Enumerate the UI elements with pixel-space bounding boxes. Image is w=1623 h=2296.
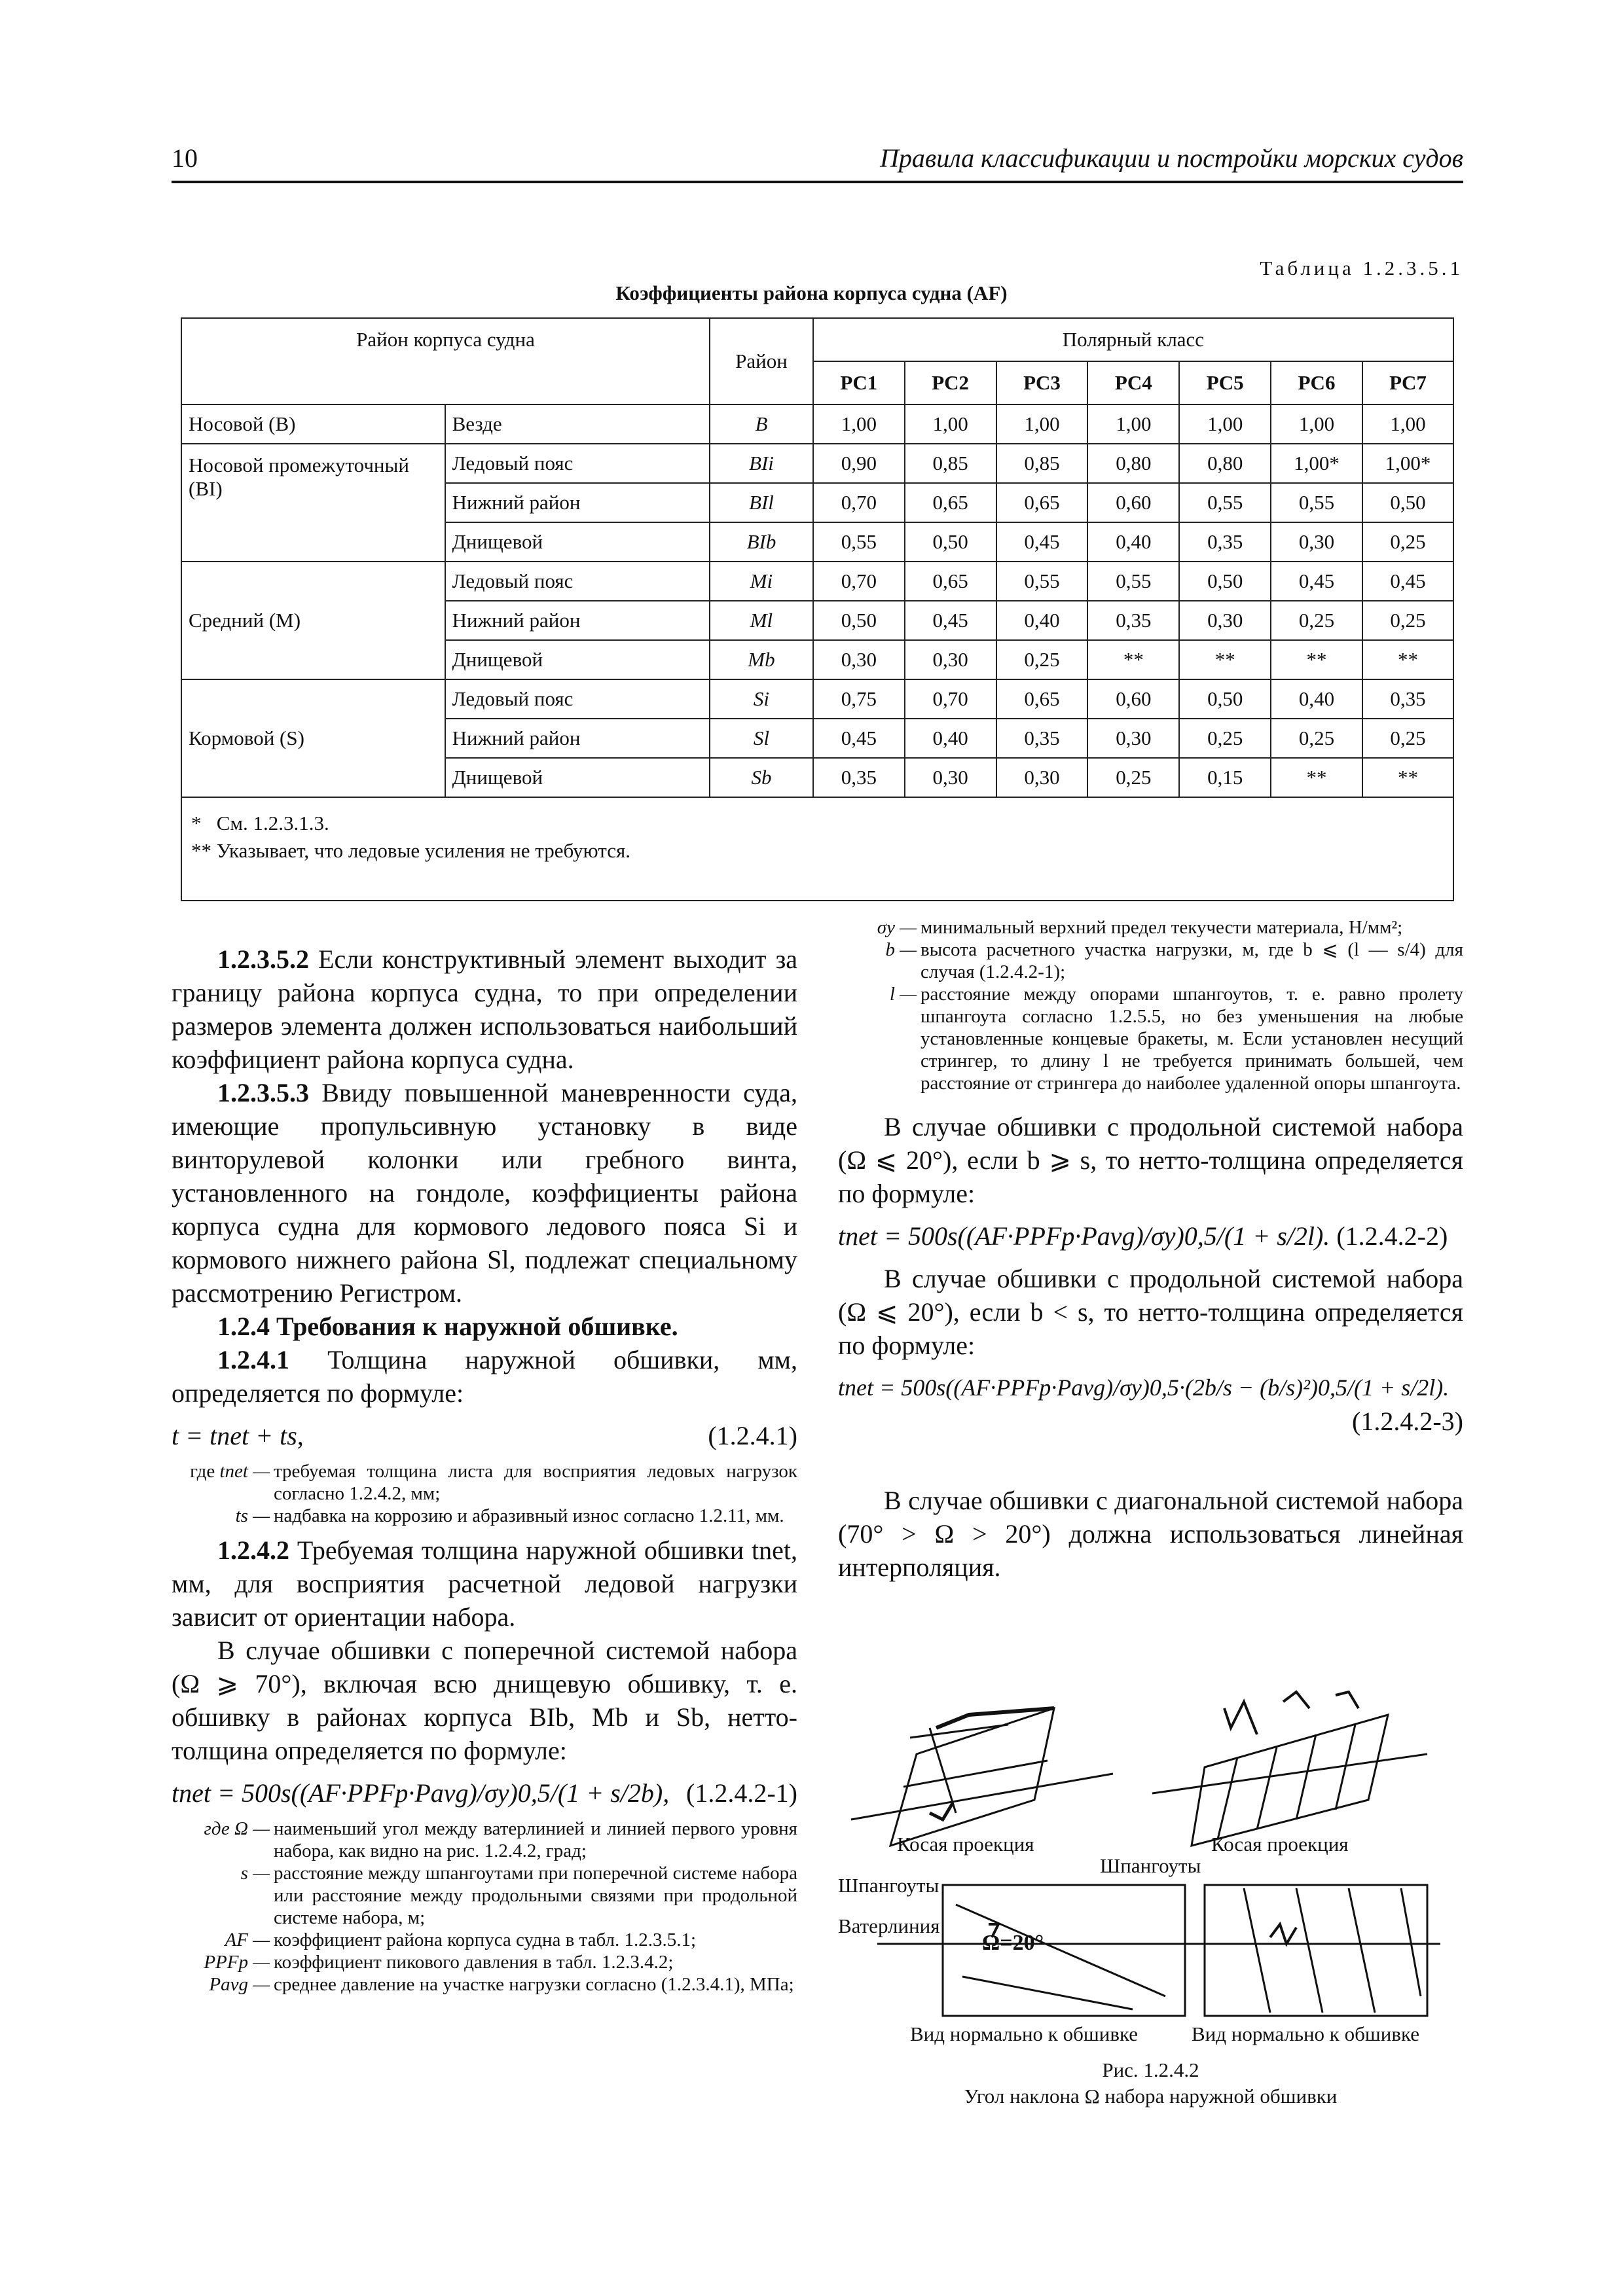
subregion-cell: Ледовый пояс — [445, 562, 710, 601]
value-cell: ** — [1179, 640, 1271, 679]
label-waterline: Ватерлиния — [838, 1914, 940, 1937]
class-header-pc5: PC5 — [1179, 361, 1271, 404]
oblique-left-drawing — [851, 1708, 1113, 1846]
subregion-cell: Днищевой — [445, 640, 710, 679]
value-cell: 0,65 — [996, 483, 1088, 522]
value-cell: 0,30 — [1087, 719, 1179, 758]
value-cell: 0,55 — [1271, 483, 1362, 522]
value-cell: 0,85 — [996, 444, 1088, 483]
para-transverse: В случае обшивки с поперечной системой набора (Ω ⩾ 70°), включая всю днищевую обшивку, т. е. обшивку в районах корпуса BIb, Mb и Sb, нетто-толщина определяется по формуле: — [172, 1636, 797, 1765]
value-cell: 0,30 — [1179, 601, 1271, 640]
label-normal-right: Вид нормально к обшивке — [1192, 2022, 1420, 2045]
value-cell: 1,00 — [1179, 404, 1271, 444]
region-symbol-cell: BIb — [710, 522, 813, 562]
value-cell: 1,00 — [1271, 404, 1362, 444]
region-symbol-cell: BIi — [710, 444, 813, 483]
table-row — [181, 679, 1453, 719]
value-cell: 1,00 — [813, 404, 905, 444]
region-symbol-cell: Mb — [710, 640, 813, 679]
region-symbol-cell: Sl — [710, 719, 813, 758]
value-cell: 0,25 — [1179, 719, 1271, 758]
right-column — [838, 916, 1463, 1584]
value-cell: 0,45 — [1271, 562, 1362, 601]
value-cell: 0,50 — [1179, 562, 1271, 601]
value-cell: 0,65 — [905, 562, 996, 601]
value-cell: 0,25 — [1362, 719, 1453, 758]
value-cell: ** — [1362, 640, 1453, 679]
value-cell: ** — [1087, 640, 1179, 679]
value-cell: 1,00 — [996, 404, 1088, 444]
value-cell: 0,45 — [1362, 562, 1453, 601]
figure-number: Рис. 1.2.4.2 — [1102, 2058, 1199, 2081]
para-1-2-3-5-3: 1.2.3.5.3 Ввиду повышенной маневренности суда, имеющие пропульсивную установку в виде винторулевой колонки или гребного винта, установленного на гондоле, коэффициенты района корпуса судна для кормового ледового пояса Si и кормового нижнего района Sl, подлежат специальному рассмотрению Регистром. — [172, 1078, 797, 1308]
value-cell: 0,25 — [1271, 601, 1362, 640]
header-hull-area: Район корпуса судна — [181, 318, 710, 404]
value-cell: 0,65 — [996, 679, 1088, 719]
subregion-cell: Нижний район — [445, 601, 710, 640]
value-cell: 0,90 — [813, 444, 905, 483]
value-cell: 0,50 — [1179, 679, 1271, 719]
class-header-pc6: PC6 — [1271, 361, 1362, 404]
value-cell: 0,25 — [1087, 758, 1179, 797]
table-label: Таблица 1.2.3.5.1 — [1260, 257, 1463, 279]
formula-1-2-4-2-3: tnet = 500s((AF·PPFp·Pavg)/σy)0,5·(2b/s − (b/s)²)0,5/(1 + s/2l). (1.2.4.2-3) — [838, 1374, 1463, 1436]
value-cell: 0,35 — [1362, 679, 1453, 719]
value-cell: 0,35 — [1087, 601, 1179, 640]
running-title: Правила классификации и постройки морских судов — [879, 143, 1463, 173]
subregion-cell: Ледовый пояс — [445, 679, 710, 719]
value-cell: 0,80 — [1179, 444, 1271, 483]
class-header-pc4: PC4 — [1087, 361, 1179, 404]
formula-1-2-4-2-1: tnet = 500s((AF·PPFp·Pavg)/σy)0,5/(1 + s/2b), (1.2.4.2-1) — [172, 1778, 797, 1808]
class-header-pc7: PC7 — [1362, 361, 1453, 404]
group-cell-mid: Средний (M) — [181, 562, 445, 679]
table-caption: Коэффициенты района корпуса судна (AF) — [615, 281, 1008, 304]
subregion-cell: Нижний район — [445, 719, 710, 758]
note-2: ** Указывает, что ледовые усиления не требуются. — [191, 839, 630, 862]
formula-1-2-4-1: t = tnet + ts, (1.2.4.1) — [172, 1421, 797, 1450]
value-cell: 0,55 — [1087, 562, 1179, 601]
region-symbol-cell: BIl — [710, 483, 813, 522]
value-cell: 0,55 — [813, 522, 905, 562]
value-cell: 0,65 — [905, 483, 996, 522]
value-cell: 0,25 — [1362, 522, 1453, 562]
section-heading-1-2-4: 1.2.4 Требования к наружной обшивке. — [217, 1312, 678, 1341]
region-symbol-cell: Ml — [710, 601, 813, 640]
value-cell: 0,75 — [813, 679, 905, 719]
value-cell: 0,30 — [813, 640, 905, 679]
label-normal-left: Вид нормально к обшивке — [910, 2022, 1139, 2045]
table-row — [181, 562, 1453, 601]
subregion-cell: Везде — [445, 404, 710, 444]
value-cell: 0,50 — [1362, 483, 1453, 522]
value-cell: ** — [1271, 640, 1362, 679]
figure-title: Угол наклона Ω набора наружной обшивки — [964, 2085, 1338, 2108]
group-cell-bow: Носовой (B) — [181, 404, 445, 444]
defs-2: где Ω — наименьший угол между ватерлинией и линией первого уровня набора, как видно на рис. 1.2.4.2, град; s — расстояние между шпангоутами при поперечной системе набора или расстояние между продольными связями при продольной системе набора, м; AF — коэффициент района корпуса судна в табл. 1.2.3.5.1; PPFp — коэффициент пикового давления в табл. 1.2.3.4.2; Pavg — среднее давление на участке нагрузки согласно (1.2.3.4.1), МПа; — [204, 1818, 797, 1995]
header-polar-class: Полярный класс — [813, 318, 1453, 361]
para-1-2-3-5-2: 1.2.3.5.2 Если конструктивный элемент выходит за границу района корпуса судна, то при определении размеров элемента должен использоваться наибольший коэффициент района корпуса судна. — [172, 944, 797, 1074]
table-row — [181, 444, 1453, 483]
value-cell: 0,25 — [996, 640, 1088, 679]
note-1: * См. 1.2.3.1.3. — [191, 812, 329, 834]
formula-1-2-4-2-2: tnet = 500s((AF·PPFp·Pavg)/σy)0,5/(1 + s/2l). (1.2.4.2-2) — [838, 1221, 1448, 1251]
value-cell: 1,00 — [905, 404, 996, 444]
value-cell: ** — [1271, 758, 1362, 797]
defs-1: где tnet — требуемая толщина листа для восприятия ледовых нагрузок согласно 1.2.4.2, мм; ts — надбавка на коррозию и абразивный износ согласно 1.2.11, мм. — [190, 1461, 797, 1526]
left-column — [172, 942, 797, 1996]
group-cell-stern: Кормовой (S) — [181, 679, 445, 797]
value-cell: 0,80 — [1087, 444, 1179, 483]
subregion-cell: Нижний район — [445, 483, 710, 522]
header-rule — [172, 181, 1463, 183]
para-longitudinal-2: В случае обшивки с продольной системой набора (Ω ⩽ 20°), если b < s, то нетто-толщина определяется по формуле: — [838, 1264, 1463, 1360]
subregion-cell: Днищевой — [445, 522, 710, 562]
value-cell: 0,70 — [905, 679, 996, 719]
value-cell: 1,00* — [1271, 444, 1362, 483]
class-header-pc1: PC1 — [813, 361, 905, 404]
table-row — [181, 404, 1453, 444]
subregion-cell: Днищевой — [445, 758, 710, 797]
value-cell: 0,25 — [1362, 601, 1453, 640]
para-diagonal: В случае обшивки с диагональной системой набора (70° > Ω > 20°) должна использоваться линейная интерполяция. — [838, 1486, 1463, 1582]
table-notes — [181, 797, 1453, 901]
normal-right-drawing — [1244, 1888, 1421, 2013]
label-oblique-left: Косая проекция — [897, 1833, 1034, 1856]
oblique-right-drawing — [1152, 1692, 1427, 1846]
value-cell: 0,35 — [996, 719, 1088, 758]
region-symbol-cell: Mi — [710, 562, 813, 601]
value-cell: 0,40 — [905, 719, 996, 758]
class-header-pc3: PC3 — [996, 361, 1088, 404]
value-cell: 0,60 — [1087, 679, 1179, 719]
region-symbol-cell: Sb — [710, 758, 813, 797]
value-cell: 0,50 — [905, 522, 996, 562]
label-frames-left: Шпангоуты — [838, 1874, 939, 1897]
value-cell: 1,00 — [1362, 404, 1453, 444]
value-cell: 0,50 — [813, 601, 905, 640]
value-cell: 0,85 — [905, 444, 996, 483]
value-cell: 0,15 — [1179, 758, 1271, 797]
subregion-cell: Ледовый пояс — [445, 444, 710, 483]
value-cell: 1,00 — [1087, 404, 1179, 444]
para-1-2-4-1: 1.2.4.1 Толщина наружной обшивки, мм, определяется по формуле: — [172, 1345, 797, 1408]
group-cell-bow_inter: Носовой промежуточный (BI) — [181, 444, 445, 562]
label-frames-top: Шпангоуты — [1100, 1854, 1201, 1877]
value-cell: 0,60 — [1087, 483, 1179, 522]
value-cell: 0,70 — [813, 562, 905, 601]
value-cell: ** — [1362, 758, 1453, 797]
value-cell: 0,40 — [996, 601, 1088, 640]
value-cell: 0,70 — [813, 483, 905, 522]
page-number: 10 — [172, 143, 198, 173]
value-cell: 0,40 — [1087, 522, 1179, 562]
value-cell: 0,30 — [905, 758, 996, 797]
region-symbol-cell: B — [710, 404, 813, 444]
defs-3: σy — минимальный верхний предел текучести материала, Н/мм²; b — высота расчетного участка нагрузки, м, где b ⩽ (l — s/4) для случая (1.2.4.2-1); l — расстояние между опорами шпангоутов, т. е. равно пролету шпангоута согласно 1.2.5.5, но без уменьшения на любые установленные концевые бракеты, м. Если установлен несущий стрингер, то длину l не требуется принимать большей, чем расстояние от стрингера до наиболее удаленной опоры шпангоута. — [877, 917, 1463, 1094]
value-cell: 0,45 — [905, 601, 996, 640]
class-header-pc2: PC2 — [905, 361, 996, 404]
value-cell: 0,55 — [996, 562, 1088, 601]
header-region: Район — [710, 318, 813, 404]
value-cell: 0,30 — [996, 758, 1088, 797]
value-cell: 0,25 — [1271, 719, 1362, 758]
label-omega: Ω=20° — [982, 1931, 1044, 1955]
value-cell: 0,35 — [813, 758, 905, 797]
area-factor-table — [181, 317, 1454, 901]
value-cell: 0,30 — [1271, 522, 1362, 562]
value-cell: 0,45 — [813, 719, 905, 758]
region-symbol-cell: Si — [710, 679, 813, 719]
value-cell: 0,40 — [1271, 679, 1362, 719]
label-oblique-right: Косая проекция — [1211, 1833, 1349, 1856]
value-cell: 0,55 — [1179, 483, 1271, 522]
value-cell: 0,30 — [905, 640, 996, 679]
value-cell: 1,00* — [1362, 444, 1453, 483]
normal-left-drawing — [956, 1905, 1165, 2009]
figure-1-2-4-2 — [838, 1689, 1463, 2114]
value-cell: 0,45 — [996, 522, 1088, 562]
para-longitudinal-1: В случае обшивки с продольной системой набора (Ω ⩽ 20°), если b ⩾ s, то нетто-толщина определяется по формуле: — [838, 1112, 1463, 1208]
value-cell: 0,35 — [1179, 522, 1271, 562]
para-1-2-4-2: 1.2.4.2 Требуемая толщина наружной обшивки tnet, мм, для восприятия расчетной ледовой нагрузки зависит от ориентации набора. — [172, 1535, 797, 1632]
